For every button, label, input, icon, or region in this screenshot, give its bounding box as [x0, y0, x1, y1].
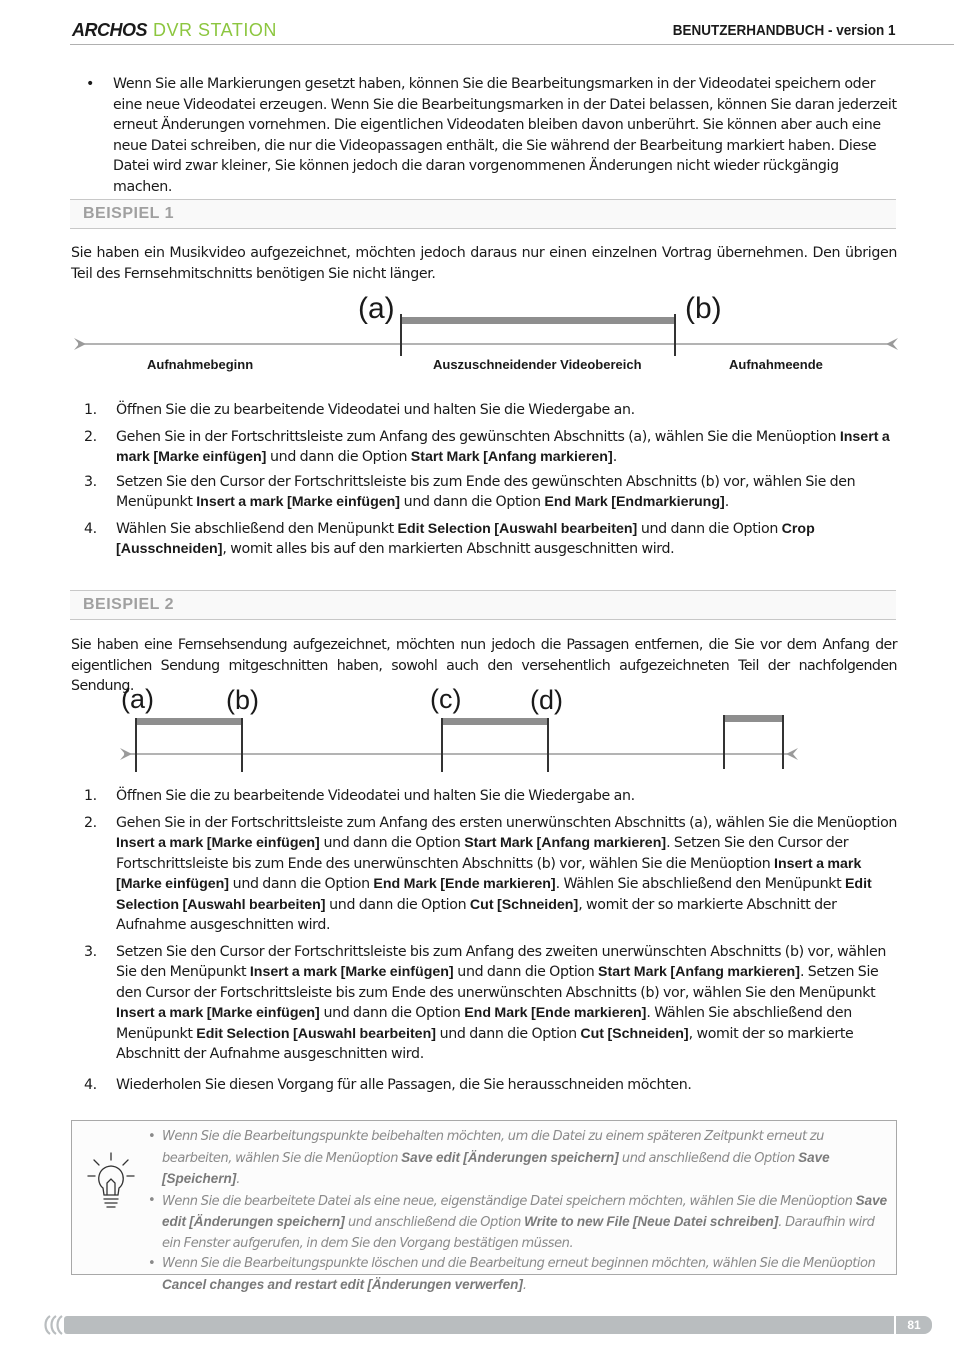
- lightbulb-icon: [86, 1151, 136, 1219]
- step-text: . Wählen Sie abschließend den Menüpunkt: [555, 876, 845, 892]
- menu-option: Save edit [Änderungen speichern]: [401, 1149, 619, 1165]
- list-item: [148, 1254, 893, 1296]
- step-number: 3.: [84, 473, 97, 490]
- menu-option: Insert a mark [Marke einfügen]: [116, 428, 890, 465]
- step-text: .: [612, 449, 617, 465]
- menu-option: Cancel changes and restart edit [Änderungen verwerfen]: [162, 1276, 523, 1292]
- tip-text: Wenn Sie die Bearbeitungspunkte löschen und die Bearbeitung erneut beginnen möchten, wählen Sie die Menüoption: [162, 1256, 876, 1271]
- list-item: [72, 942, 898, 1065]
- tip-box: [71, 1120, 897, 1293]
- step-text: , womit der so markierte Abschnitt der Aufnahme ausgeschnitten wird.: [116, 1025, 854, 1062]
- timeline-1-start-arrow: [74, 338, 86, 350]
- label-recording-end: Aufnahmeende: [729, 357, 823, 372]
- example-2-steps: [72, 786, 898, 1095]
- step-number: 4.: [84, 520, 97, 537]
- step-text: Gehen Sie in der Fortschrittsleiste zum Anfang des gewünschten Abschnitts (a), wählen Sie die Menüoption: [116, 428, 840, 445]
- menu-option: Start Mark [Anfang markieren]: [598, 964, 800, 980]
- list-item: [72, 400, 898, 421]
- menu-option: Write to new File [Neue Datei schreiben]: [524, 1214, 779, 1229]
- step-text: Öffnen Sie die zu bearbeitende Videodatei und halten Sie die Wiedergabe an.: [116, 788, 635, 804]
- tip-text: und anschließend die Option: [618, 1150, 799, 1166]
- timeline-2-selection-ab: [136, 718, 242, 725]
- step-text: Wählen Sie abschließend den Menüpunkt: [116, 520, 398, 537]
- intro-text: Wenn Sie alle Markierungen gesetzt haben, können Sie die Bearbeitungsmarken in der Videodatei speichern oder eine neue Videodatei erzeugen. Wenn Sie die Bearbeitungsmarken in der Datei belassen, können Sie daran jederzeit erneut Änderungen vornehmen. Die eigentlichen Videodaten bleiben davon unberührt. Sie können aber auch eine neue Datei schreiben, die nur die Videopassagen enthält, die Sie während der Bearbeitung markiert haben. Diese Datei wird zwar kleiner, Sie können jedoch die daran vorgenommenen Änderungen nicht wieder rückgängig machen.: [113, 76, 897, 195]
- bullet-glyph: •: [148, 1129, 156, 1144]
- menu-option: Edit Selection [Auswahl bearbeiten]: [196, 1025, 436, 1042]
- menu-option: Insert a mark [Marke einfügen]: [249, 964, 454, 980]
- intro-bullet: [72, 74, 898, 197]
- page-header: [0, 0, 954, 46]
- step-text: und dann die Option: [319, 1005, 465, 1021]
- label-cut-region: Auszuschneidender Videobereich: [433, 357, 642, 372]
- menu-option: Cut [Schneiden]: [580, 1025, 689, 1042]
- step-number: 2.: [84, 428, 97, 445]
- list-item: [72, 427, 898, 468]
- step-number: 3.: [84, 943, 97, 960]
- timeline-1-selection-bar: [401, 317, 675, 324]
- menu-option: Edit Selection [Auswahl bearbeiten]: [116, 876, 872, 913]
- menu-option: Save [Speichern]: [162, 1149, 830, 1186]
- menu-option: Insert a mark [Marke einfügen]: [116, 1005, 320, 1021]
- menu-option: Insert a mark [Marke einfügen]: [116, 835, 320, 851]
- step-text: . Wählen Sie abschließend den Menüpunkt: [116, 1005, 852, 1042]
- section-heading-example-2: [70, 590, 896, 620]
- step-text: und dann die Option: [637, 520, 782, 537]
- step-text: .: [724, 494, 729, 510]
- step-number: 1.: [84, 788, 97, 804]
- bullet-glyph: •: [148, 1192, 156, 1208]
- timeline-1-label-b: (b): [685, 292, 722, 325]
- tip-text: . Daraufhin wird ein Fenster aufgerufen, in dem Sie den Vorgang bestätigen müssen.: [162, 1215, 875, 1251]
- page-footer: [0, 1312, 954, 1338]
- list-item: [72, 813, 898, 936]
- example-2-description: Sie haben eine Fernsehsendung aufgezeichnet, möchten nun jedoch die Passagen entfernen, die Sie vor dem Anfang der eigentlichen Sendung mitgeschnitten haben, sowohl auch den versehentlich aufgezeichneten Teil der nachfolgenden Sendung.: [71, 637, 897, 694]
- timeline-1-label-a: (a): [358, 292, 395, 325]
- step-text: , womit der so markierte Abschnitt der Aufnahme ausgeschnitten wird.: [116, 896, 837, 933]
- step-text: Gehen Sie in der Fortschrittsleiste zum Anfang des ersten unerwünschten Abschnitts (a), wählen Sie die Menüoption: [116, 814, 898, 831]
- step-text: Wiederholen Sie diesen Vorgang für alle Passagen, die Sie herausschneiden möchten.: [116, 1076, 692, 1093]
- label-recording-start: Aufnahmebeginn: [147, 357, 254, 372]
- menu-option: Crop [Ausschneiden]: [116, 520, 815, 557]
- step-number: 1.: [84, 402, 97, 418]
- document-title: BENUTZERHANDBUCH - version 1: [673, 22, 896, 39]
- timeline-1-end-arrow: [886, 338, 898, 350]
- menu-option: Edit Selection [Auswahl bearbeiten]: [397, 520, 638, 537]
- tip-text: Wenn Sie die Bearbeitungspunkte beibehalten möchten, um die Datei zu einem späteren Zeitpunkt erneut zu bearbeiten, wählen Sie die Menüoption: [162, 1129, 824, 1166]
- tip-text: Wenn Sie die bearbeitete Datei als eine neue, eigenständige Datei speichern möchten, wählen Sie die Menüoption: [162, 1193, 856, 1209]
- step-text: und dann die Option: [229, 876, 374, 892]
- tip-text: und anschließend die Option: [344, 1215, 525, 1230]
- step-number: 4.: [84, 1076, 97, 1093]
- menu-option: Start Mark [Anfang markieren]: [410, 449, 613, 465]
- step-text: und dann die Option: [453, 964, 599, 980]
- list-item: [72, 519, 898, 560]
- section-heading-label: BEISPIEL 2: [83, 596, 174, 613]
- timeline-2-label-c: (c): [430, 684, 462, 714]
- menu-option: Insert a mark [Marke einfügen]: [196, 494, 401, 510]
- bullet-glyph: •: [86, 76, 95, 92]
- step-text: Öffnen Sie die zu bearbeitende Videodatei und halten Sie die Wiedergabe an.: [116, 402, 635, 418]
- timeline-diagram-2: [0, 680, 954, 775]
- tip-text: .: [236, 1172, 240, 1187]
- example-1-description: Sie haben ein Musikvideo aufgezeichnet, möchten jedoch daraus nur einen einzelnen Vortrag übernehmen. Den übrigen Teil des Fernsehmitschnitts benötigen Sie nicht länger.: [71, 245, 897, 282]
- timeline-2-label-d: (d): [530, 685, 563, 715]
- example-1-steps: [72, 400, 898, 560]
- list-item: [148, 1127, 893, 1191]
- step-text: . Setzen Sie den Cursor der Fortschrittsleiste bis zum Ende des unerwünschten Abschnitts (b) vor, wählen Sie den Menüpunkt: [116, 964, 879, 1001]
- step-text: Setzen Sie den Cursor der Fortschrittsleiste bis zum Ende des gewünschten Abschnitts (b) vor, wählen Sie den Menüpunkt: [116, 473, 856, 510]
- step-text: und dann die Option: [435, 1025, 581, 1042]
- timeline-2-start-arrow: [120, 748, 132, 760]
- section-heading-label: BEISPIEL 1: [83, 205, 174, 222]
- menu-option: End Mark [Endmarkierung]: [544, 494, 725, 510]
- header-divider: [70, 44, 954, 45]
- bullet-glyph: •: [148, 1256, 156, 1271]
- step-text: und dann die Option: [400, 494, 545, 510]
- timeline-2-end-arrow: [786, 748, 798, 760]
- list-item: [72, 1075, 898, 1096]
- timeline-2-selection-end: [724, 715, 783, 722]
- tip-list: [148, 1127, 893, 1296]
- page-number: 81: [896, 1316, 932, 1334]
- timeline-2-label-b: (b): [226, 685, 259, 715]
- menu-option: End Mark [Ende markieren]: [464, 1005, 647, 1021]
- timeline-2-label-a: (a): [121, 684, 154, 714]
- menu-option: Insert a mark [Marke einfügen]: [116, 855, 862, 892]
- brand-logo: [72, 20, 277, 41]
- step-text: , womit alles bis auf den markierten Abschnitt ausgeschnitten wird.: [222, 541, 675, 557]
- tip-text: .: [522, 1277, 527, 1293]
- step-text: Setzen Sie den Cursor der Fortschrittsleiste bis zum Anfang des zweiten unerwünschten Abschnitts (b) vor, wählen Sie den Menüpunkt: [116, 943, 887, 980]
- menu-option: Cut [Schneiden]: [469, 896, 579, 913]
- step-text: . Setzen Sie den Cursor der Fortschrittsleiste bis zum Ende des unerwünschten Abschnitts (b) vor, wählen Sie die Menüoption: [116, 835, 849, 872]
- timeline-2-selection-cd: [442, 718, 548, 725]
- step-text: und dann die Option: [325, 896, 470, 913]
- brand-product: DVR STATION: [153, 20, 277, 40]
- step-number: 2.: [84, 814, 97, 831]
- brand-archos: ARCHOS: [72, 20, 148, 40]
- list-item: [72, 786, 898, 807]
- footer-bar: [64, 1316, 894, 1334]
- menu-option: End Mark [Ende markieren]: [373, 876, 556, 892]
- list-item: [148, 1191, 893, 1255]
- timeline-diagram-1: [0, 290, 954, 382]
- step-text: und dann die Option: [266, 449, 411, 465]
- menu-option: Start Mark [Anfang markieren]: [464, 835, 667, 851]
- step-text: und dann die Option: [319, 835, 465, 851]
- menu-option: Save edit [Änderungen speichern]: [162, 1192, 888, 1229]
- section-heading-example-1: [70, 199, 896, 229]
- list-item: [72, 472, 898, 513]
